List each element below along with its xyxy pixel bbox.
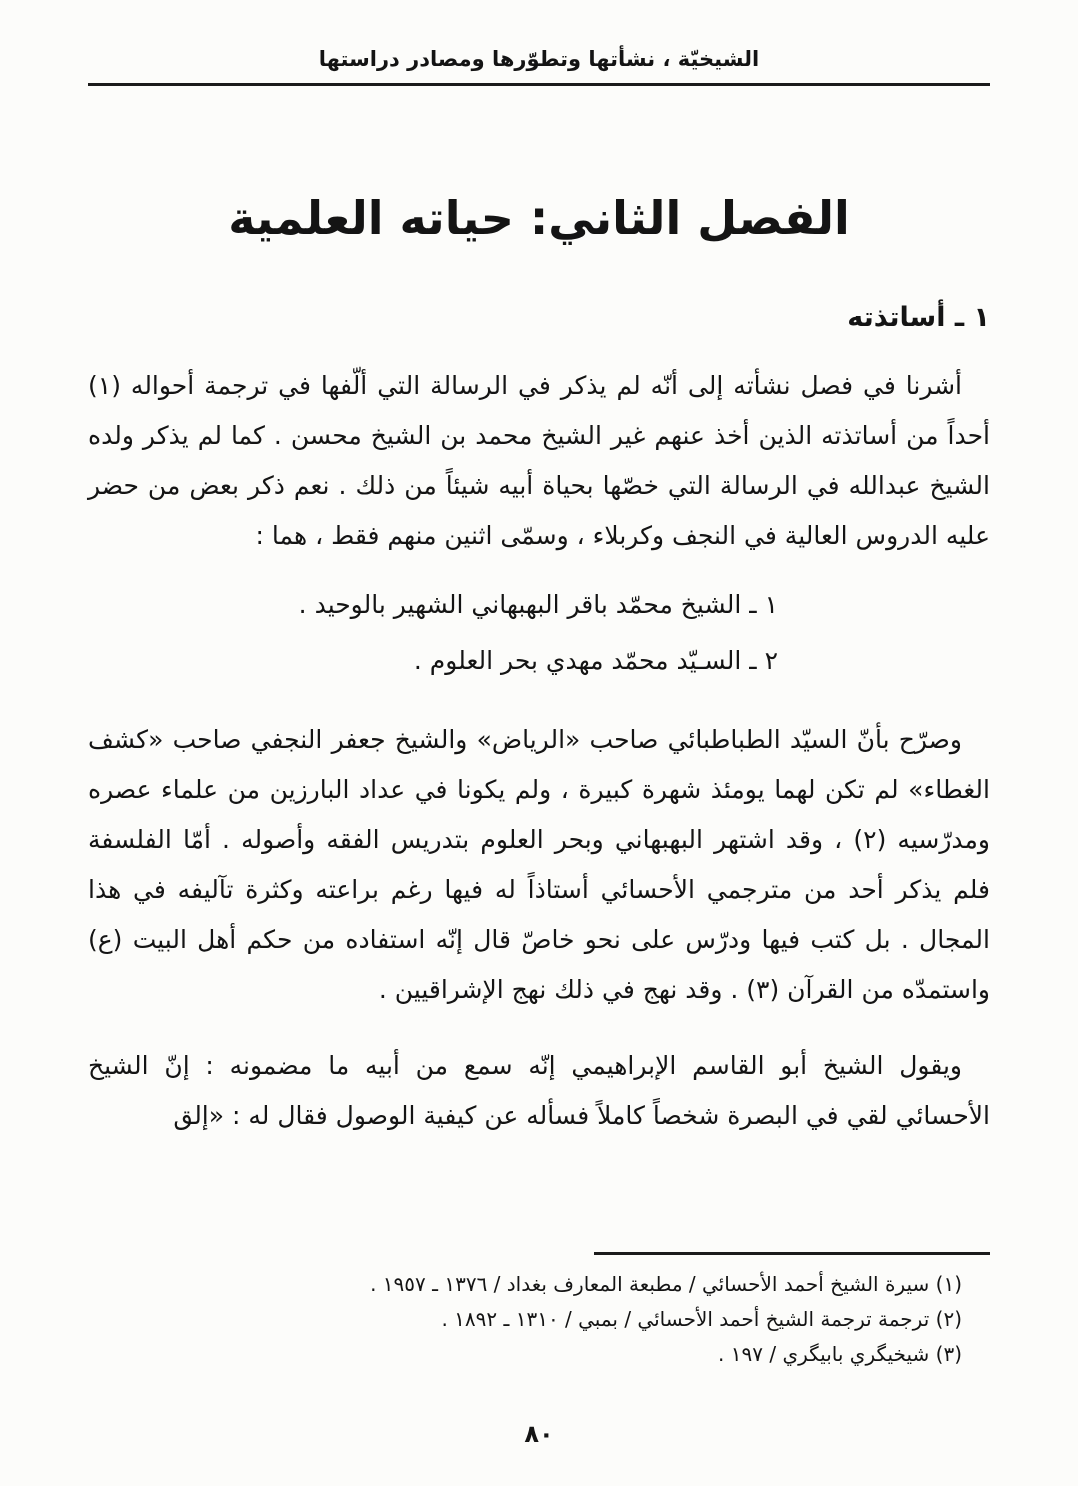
- header-rule: [88, 83, 990, 86]
- paragraph-1: أشرنا في فصل نشأته إلى أنّه لم يذكر في الرسالة التي ألّفها في ترجمة أحواله (١) أحداً من أساتذته الذين أخذ عنهم غير الشيخ محمد بن الشيخ محسن . كما لم يذكر ولده الشيخ عبدالله في الرسالة التي خصّها بحياة أبيه شيئاً من ذلك . نعم ذكر بعض من حضر عليه الدروس العالية في النجف وكربلاء ، وسمّى اثنين منهم فقط ، هما :: [88, 370, 990, 550]
- footnote-rule: [594, 1252, 990, 1255]
- footnote-list: [92, 1267, 990, 1372]
- paragraph-2: وصرّح بأنّ السيّد الطباطبائي صاحب «الرياض» والشيخ جعفر النجفي صاحب «كشف الغطاء» لم تكن لهما يومئذ شهرة كبيرة ، ولم يكونا في عداد البارزين من علماء عصره ومدرّسيه (٢) ، وقد اشتهر البهبهاني وبحر العلوم بتدريس الفقه وأصوله . أمّا الفلسفة فلم يذكر أحد من مترجمي الأحسائي أستاذاً له فيها رغم براعته وكثرة تآليفه في هذا المجال . بل كتب فيها ودرّس على نحو خاصّ قال إنّه استفاده من حكم أهل البيت (ع) واستمدّه من القرآن (٣) . وقد نهج في ذلك نهج الإشراقيين .: [88, 724, 990, 1004]
- footnote-block: [92, 1252, 990, 1372]
- running-header-text: الشيخيّة ، نشأتها وتطوّرها ومصادر دراستها: [318, 47, 760, 71]
- footnote-1: (١) سيرة الشيخ أحمد الأحسائي / مطبعة المعارف بغداد / ١٣٧٦ ـ ١٩٥٧ .: [370, 1272, 962, 1296]
- list-item-teacher-1: ١ ـ الشيخ محمّد باقر البهبهاني الشهير بالوحيد .: [298, 589, 778, 619]
- section-heading: ١ ـ أساتذته: [847, 301, 990, 333]
- page-number: ٨٠: [524, 1420, 554, 1448]
- teachers-list: [88, 577, 778, 689]
- list-item-teacher-2: ٢ ـ السـيّد محمّد مهدي بحر العلوم .: [413, 645, 778, 675]
- footnote-3: (٣) شيخيگري بابيگري / ١٩٧ .: [718, 1342, 962, 1366]
- footnote-2: (٢) ترجمة ترجمة الشيخ أحمد الأحسائي / بمبي / ١٣١٠ ـ ١٨٩٢ .: [441, 1307, 962, 1331]
- running-header: [88, 0, 990, 73]
- chapter-title: الفصل الثاني: حياته العلمية: [228, 191, 850, 246]
- paragraph-3: ويقول الشيخ أبو القاسم الإبراهيمي إنّه سمع من أبيه ما مضمونه : إنّ الشيخ الأحسائي لقي في البصرة شخصاً كاملاً فسأله عن كيفية الوصول فقال له : «إلق: [88, 1050, 990, 1130]
